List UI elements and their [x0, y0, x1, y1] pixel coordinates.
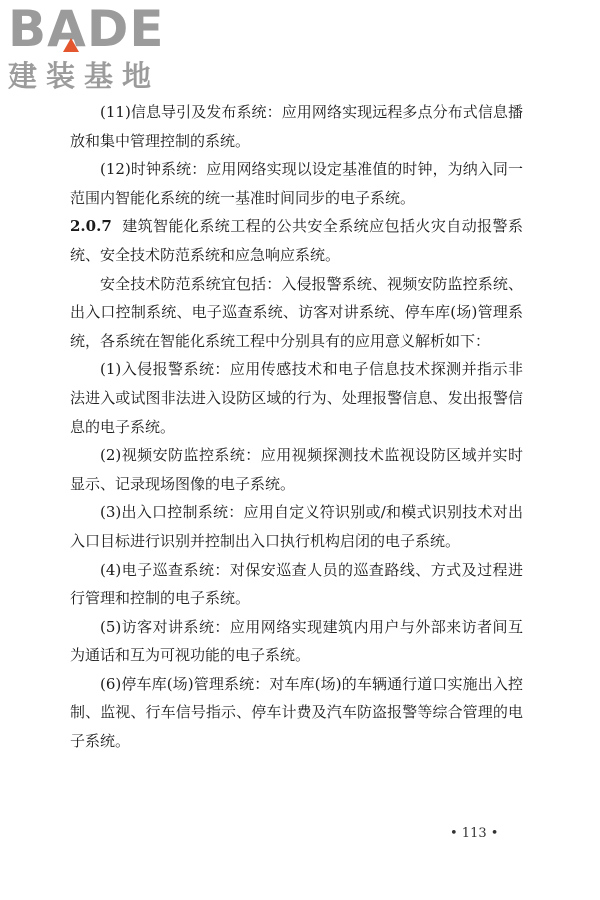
document-body	[70, 98, 523, 756]
paragraph-text: (2)视频安防监控系统：应用视频探测技术监视设防区域并实时显示、记录现场图像的电子系统。	[70, 446, 523, 493]
paragraph-text: (3)出入口控制系统：应用自定义符识别或/和模式识别技术对出入口目标进行识别并控制出入口执行机构启闭的电子系统。	[70, 503, 523, 550]
paragraph	[70, 355, 523, 441]
paragraph	[70, 441, 523, 498]
paragraph-text: (6)停车库(场)管理系统：对车库(场)的车辆通行道口实施出入控制、监视、行车信号指示、停车计费及汽车防盗报警等综合管理的电子系统。	[70, 674, 523, 751]
paragraph-text: 安全技术防范系统宜包括：入侵报警系统、视频安防监控系统、出入口控制系统、电子巡查系统、访客对讲系统、停车库(场)管理系统，各系统在智能化系统工程中分别具有的应用意义解析如下：	[70, 274, 523, 350]
paragraph-text: (1)入侵报警系统：应用传感技术和电子信息技术探测并指示非法进入或试图非法进入设防区域的行为、处理报警信息、发出报警信息的电子系统。	[70, 360, 523, 436]
paragraph	[70, 498, 523, 555]
logo-letter-e: E	[129, 0, 165, 58]
paragraph-text: (11)信息导引及发布系统：应用网络实现远程多点分布式信息播放和集中管理控制的系统。	[70, 103, 523, 150]
paragraph	[70, 613, 523, 670]
logo-letter-d: D	[86, 0, 130, 58]
logo-letter-b: B	[8, 0, 48, 58]
paragraph	[70, 155, 523, 212]
paragraph-text: (4)电子巡查系统：对保安巡查人员的巡查路线、方式及过程进行管理和控制的电子系统。	[70, 560, 523, 608]
paragraph	[70, 212, 523, 269]
paragraph	[70, 98, 523, 155]
logo-letter-a: A	[47, 0, 87, 58]
paragraph-text: (5)访客对讲系统：应用网络实现建筑内用户与外部来访者间互为通话和互为可视功能的电子系统。	[70, 617, 523, 665]
paragraph	[70, 270, 523, 356]
bade-logo	[8, 0, 188, 94]
logo-chinese-name: 建装基地	[8, 59, 161, 93]
page-number: • 113 •	[450, 826, 499, 841]
logo-wordmark	[8, 0, 188, 58]
paragraph	[70, 670, 523, 756]
clause-number: 2.0.7	[70, 217, 112, 236]
paragraph-text: 建筑智能化系统工程的公共安全系统应包括火灾自动报警系统、安全技术防范系统和应急响应系统。	[70, 217, 523, 264]
paragraph	[70, 556, 523, 613]
paragraph-text: (12)时钟系统：应用网络实现以设定基准值的时钟，为纳入同一范围内智能化系统的统一基准时间同步的电子系统。	[70, 160, 523, 207]
